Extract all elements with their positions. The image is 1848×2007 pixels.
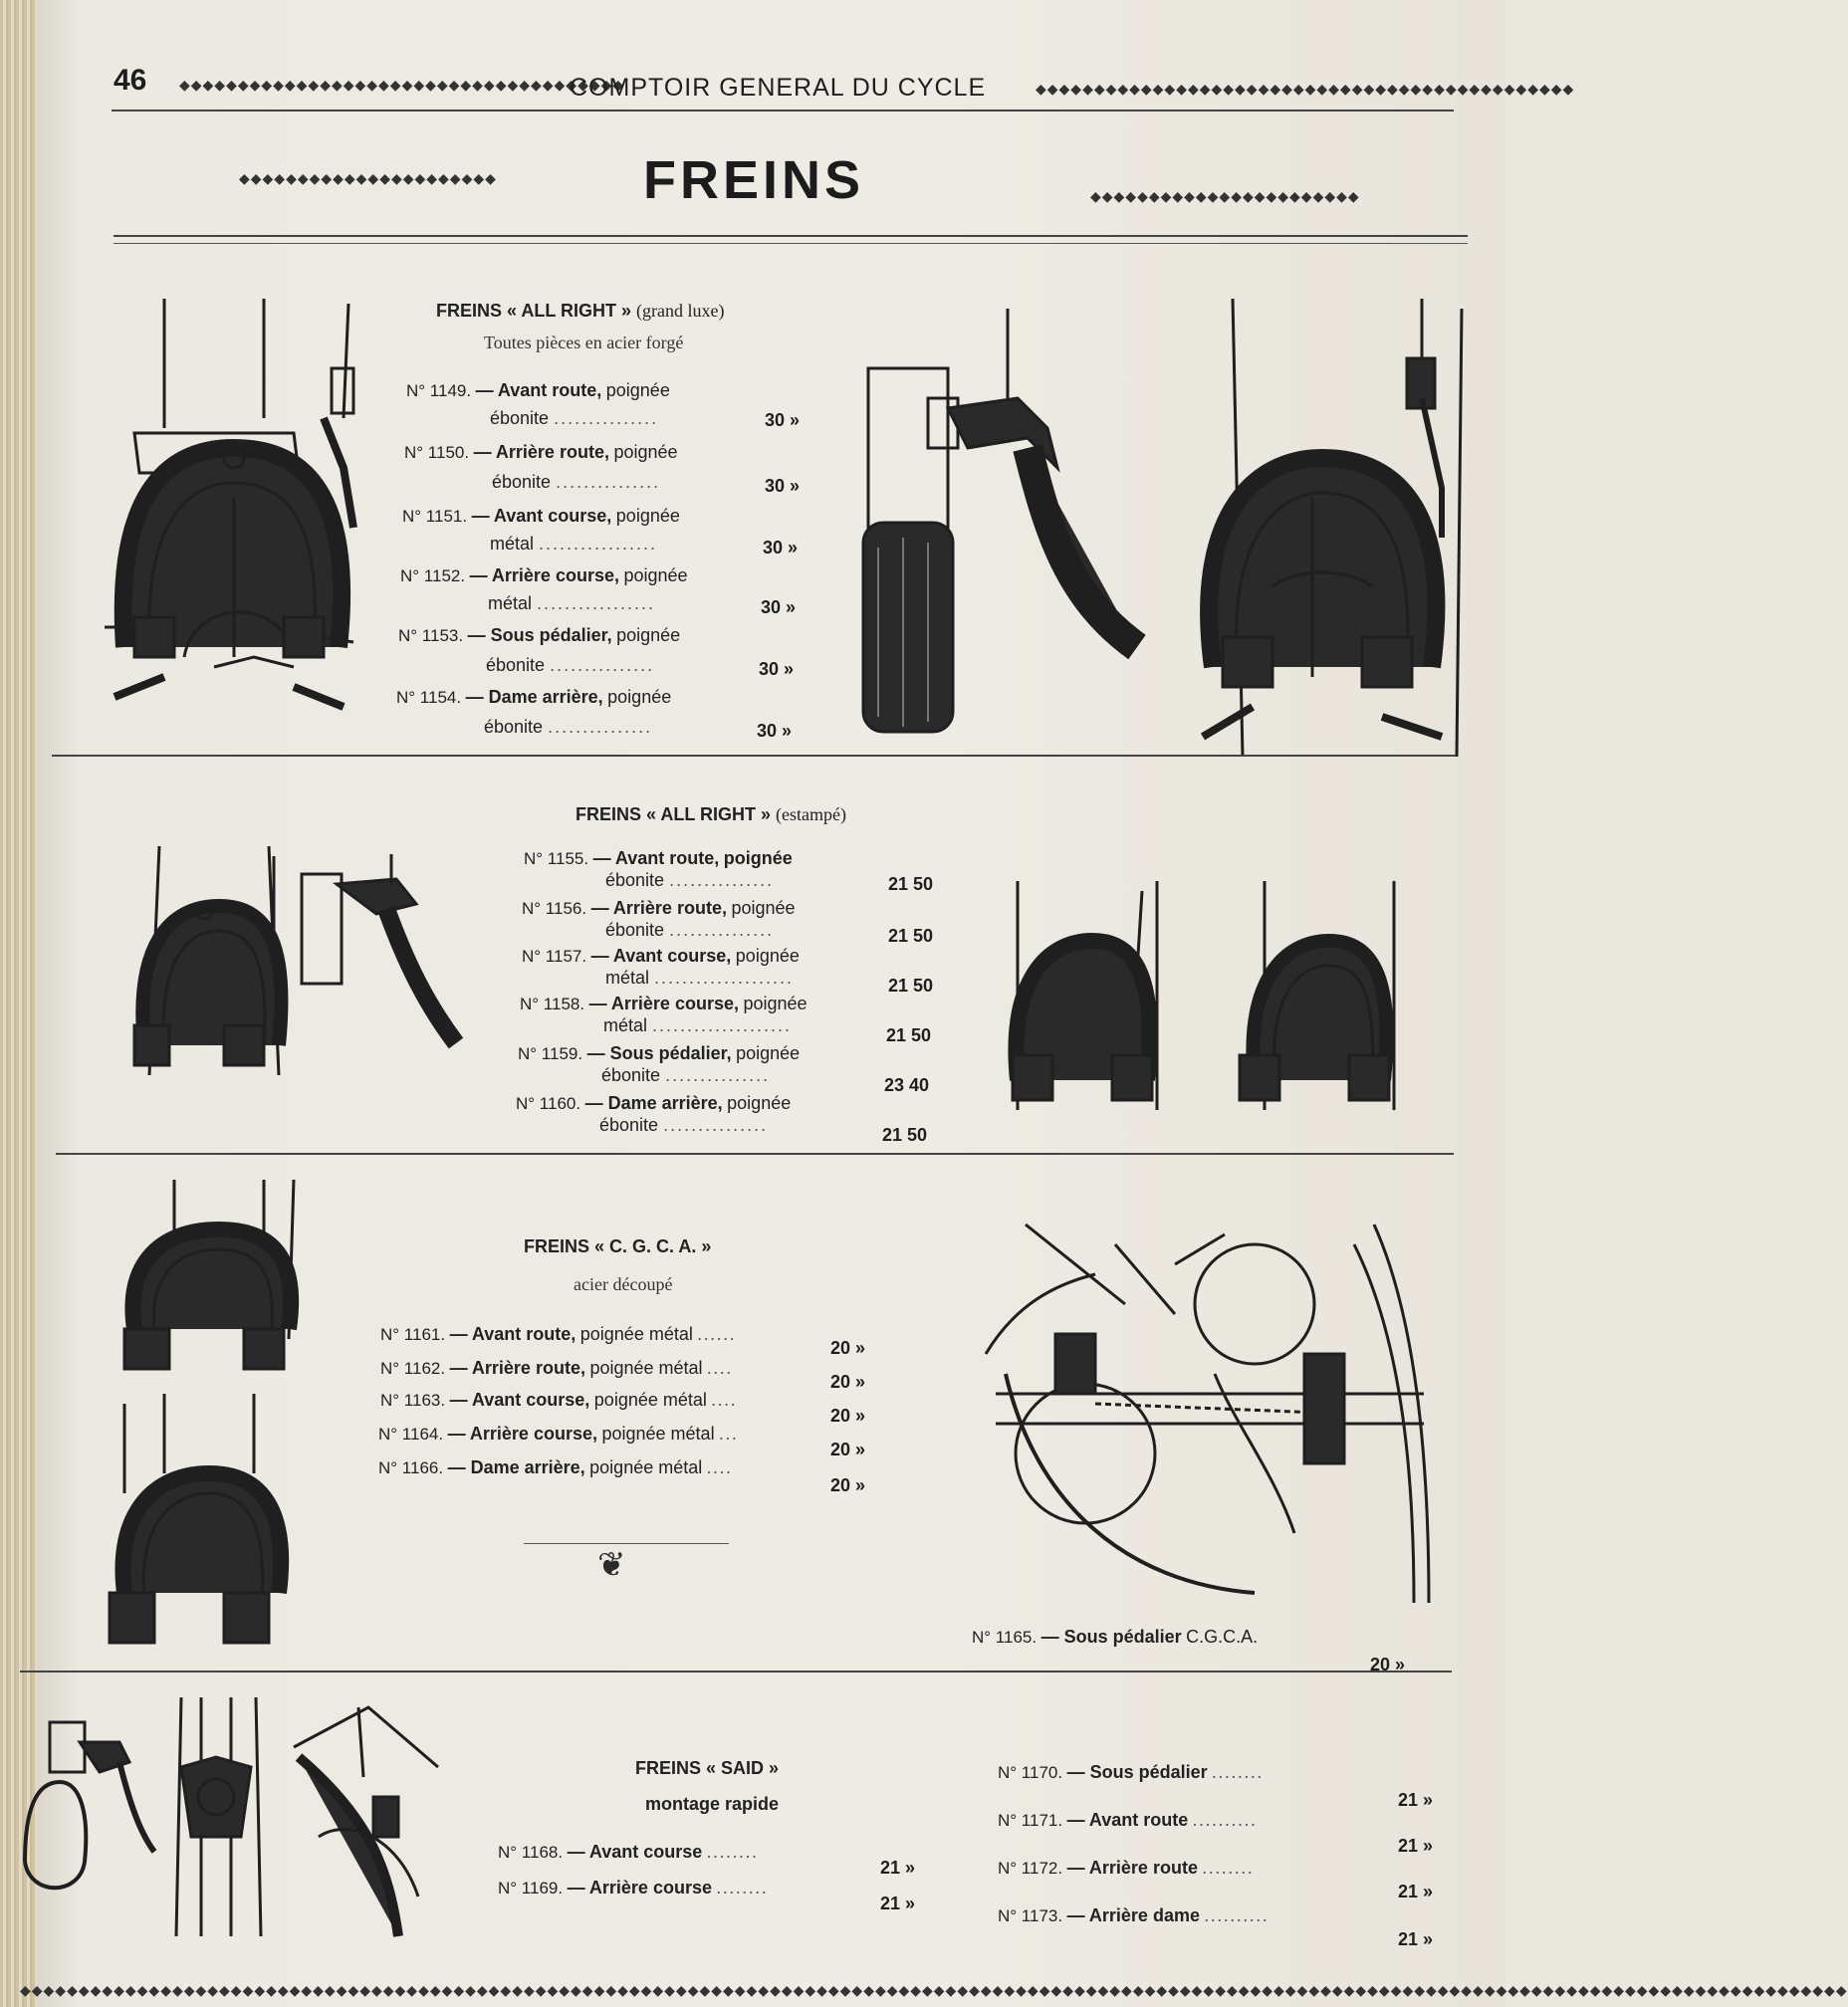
price: 30 »: [763, 538, 799, 558]
list-item-cont: ébonite ...............: [486, 655, 655, 675]
list-item: N° 1163. — Avant course, poignée métal ....: [380, 1390, 738, 1410]
stamped-lever-illustration: [297, 854, 466, 1053]
list-item-cont: ébonite ...............: [484, 717, 653, 737]
price: 20 »: [830, 1338, 866, 1358]
list-item-cont: ébonite ...............: [605, 920, 775, 940]
list-item: N° 1160. — Dame arrière, poignée: [516, 1093, 792, 1113]
title-rule-1: [114, 235, 1468, 237]
title-rule-2: [114, 243, 1468, 244]
section-cgca-short-rule: [524, 1543, 729, 1544]
list-item-cont: ébonite ...............: [490, 408, 659, 428]
page-spine: [0, 0, 40, 2007]
price: 30 »: [761, 597, 797, 617]
section-grand-luxe-subtitle: Toutes pièces en acier forgé: [484, 333, 684, 352]
price: 30 »: [759, 659, 795, 679]
stamped-brake-illustration-3: [1235, 881, 1414, 1110]
list-item: N° 1166. — Dame arrière, poignée métal ....: [378, 1457, 733, 1477]
header-rule: [112, 110, 1454, 112]
price: 21 50: [886, 1025, 932, 1045]
page-number: 46: [114, 64, 147, 97]
list-item: N° 1172. — Arrière route ........: [998, 1858, 1255, 1878]
price: 20 »: [830, 1406, 866, 1426]
list-item: N° 1158. — Arrière course, poignée: [520, 994, 808, 1013]
list-item: N° 1149. — Avant route, poignée: [406, 380, 670, 400]
section-estampe-title: FREINS « ALL RIGHT » (estampé): [576, 804, 847, 824]
price: 21 »: [1398, 1836, 1434, 1856]
list-item: N° 1154. — Dame arrière, poignée: [396, 687, 672, 707]
title-ornament-right: ◆◆◆◆◆◆◆◆◆◆◆◆◆◆◆◆◆◆◆◆◆◆◆: [1090, 189, 1360, 205]
sous-pedalier-illustration: [976, 1225, 1434, 1603]
list-item-cont: ébonite ...............: [601, 1065, 771, 1085]
list-item: N° 1156. — Arrière route, poignée: [522, 898, 796, 918]
price: 21 »: [1398, 1929, 1434, 1949]
list-item: N° 1159. — Sous pédalier, poignée: [518, 1043, 801, 1063]
list-item-cont: métal .................: [488, 593, 656, 613]
list-item: N° 1151. — Avant course, poignée: [402, 506, 680, 526]
list-item: N° 1170. — Sous pédalier ........: [998, 1762, 1265, 1782]
said-lever-illustration: [20, 1712, 159, 1911]
price: 20 »: [830, 1475, 866, 1495]
price: 21 50: [888, 926, 934, 946]
section-divider-3: [20, 1671, 1452, 1672]
page-title: FREINS: [643, 150, 865, 210]
list-item: N° 1153. — Sous pédalier, poignée: [398, 625, 681, 645]
price: 21 50: [882, 1125, 928, 1145]
fleuron-ornament: ❦: [597, 1545, 626, 1585]
list-item-cont: métal ....................: [605, 968, 795, 988]
price: 21 »: [1398, 1882, 1434, 1901]
brake-lever-illustration: [858, 299, 1157, 737]
running-title: COMPTOIR GENERAL DU CYCLE: [570, 74, 987, 102]
section-said-title: FREINS « SAID »: [635, 1758, 780, 1778]
price: 30 »: [765, 476, 801, 496]
said-rear-illustration: [289, 1697, 448, 1936]
title-ornament-left: ◆◆◆◆◆◆◆◆◆◆◆◆◆◆◆◆◆◆◆◆◆◆: [239, 171, 497, 187]
price: 21 50: [888, 976, 934, 996]
price: 20 »: [830, 1372, 866, 1392]
section-grand-luxe-title: FREINS « ALL RIGHT » (grand luxe): [436, 301, 725, 321]
price: 23 40: [884, 1075, 930, 1095]
list-item: N° 1161. — Avant route, poignée métal ......: [380, 1324, 737, 1344]
cgca-brake-illustration-2: [105, 1394, 304, 1653]
section-cgca-subtitle: acier découpé: [574, 1274, 673, 1294]
list-item: N° 1171. — Avant route ..........: [998, 1810, 1258, 1830]
list-item: N° 1150. — Arrière route, poignée: [404, 442, 678, 462]
list-item-cont: ébonite ...............: [599, 1115, 769, 1135]
stamped-brake-illustration-2: [998, 881, 1177, 1110]
price: 21 »: [880, 1894, 916, 1913]
price: 21 »: [1398, 1790, 1434, 1810]
said-fork-illustration: [161, 1697, 271, 1936]
list-item: N° 1169. — Arrière course ........: [498, 1878, 769, 1897]
price: 20 »: [830, 1440, 866, 1459]
section-cgca-title: FREINS « C. G. C. A. »: [524, 1236, 712, 1256]
price: 30 »: [757, 721, 793, 741]
section-divider-1: [52, 755, 1456, 757]
cgca-brake-illustration: [115, 1180, 314, 1379]
list-item: N° 1165. — Sous pédalier C.G.C.A.: [972, 1627, 1259, 1647]
section-divider-2: [56, 1153, 1454, 1155]
caliper-brake-illustration: [95, 299, 363, 737]
list-item-cont: métal .................: [490, 534, 658, 554]
list-item: N° 1162. — Arrière route, poignée métal ....: [380, 1358, 734, 1378]
price: 21 »: [880, 1858, 916, 1878]
list-item-cont: ébonite ...............: [605, 870, 775, 890]
price: 20 »: [1370, 1655, 1406, 1674]
caliper-brake-illustration-right: [1183, 299, 1472, 757]
list-item: N° 1155. — Avant route, poignée: [524, 848, 793, 868]
footer-ornament: ◆◆◆◆◆◆◆◆◆◆◆◆◆◆◆◆◆◆◆◆◆◆◆◆◆◆◆◆◆◆◆◆◆◆◆◆◆◆◆◆◆◆◆◆◆◆◆◆◆◆◆◆◆◆◆◆◆◆◆◆◆◆◆◆◆◆◆◆◆◆◆◆◆◆◆◆◆◆◆◆◆◆◆◆◆◆◆◆◆◆◆◆◆◆◆◆◆◆◆◆◆◆◆◆◆◆◆◆◆◆◆◆◆◆◆◆◆◆◆◆◆◆◆◆◆◆◆◆◆◆◆◆◆◆◆◆◆◆◆◆◆◆◆◆◆◆◆◆◆◆◆◆◆◆◆◆: [20, 1983, 1848, 1999]
list-item: N° 1152. — Arrière course, poignée: [400, 565, 688, 585]
list-item: N° 1173. — Arrière dame ..........: [998, 1905, 1270, 1925]
stamped-brake-illustration: [129, 846, 309, 1075]
list-item: N° 1168. — Avant course ........: [498, 1842, 759, 1862]
price: 30 »: [765, 410, 801, 430]
price: 21 50: [888, 874, 934, 894]
header-ornament-right: ◆◆◆◆◆◆◆◆◆◆◆◆◆◆◆◆◆◆◆◆◆◆◆◆◆◆◆◆◆◆◆◆◆◆◆◆◆◆◆◆◆◆◆◆◆◆: [1036, 82, 1575, 98]
list-item: N° 1164. — Arrière course, poignée métal ...: [378, 1424, 739, 1444]
section-said-subtitle: montage rapide: [645, 1794, 780, 1814]
list-item: N° 1157. — Avant course, poignée: [522, 946, 800, 966]
list-item-cont: ébonite ...............: [492, 472, 661, 492]
list-item-cont: métal ....................: [603, 1015, 793, 1035]
header-ornament-left: ◆◆◆◆◆◆◆◆◆◆◆◆◆◆◆◆◆◆◆◆◆◆◆◆◆◆◆◆◆◆◆◆◆◆◆◆◆◆: [179, 78, 625, 94]
